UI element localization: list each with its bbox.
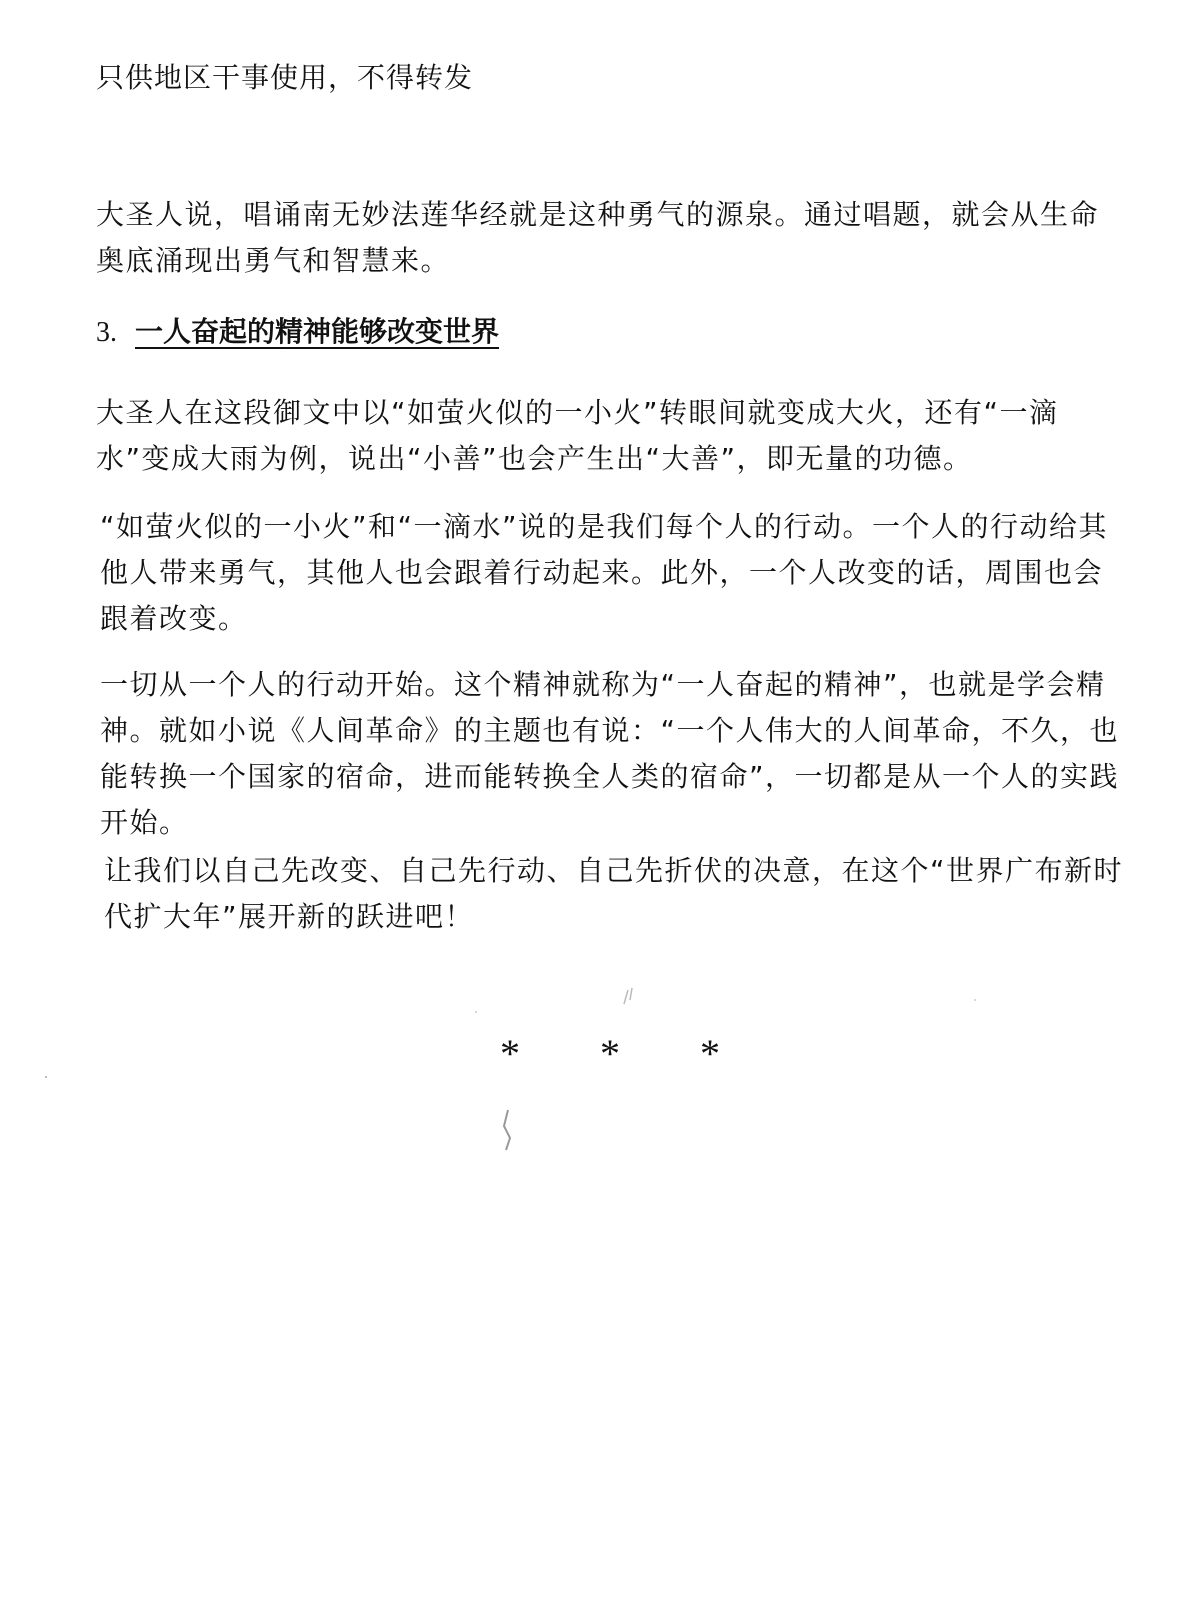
distribution-notice: 只供地区干事使用，不得转发 [96,61,474,94]
paragraph-small-fire: 大圣人在这段御文中以“如萤火似的一小火”转眼间就变成大火，还有“一滴水”变成大雨为例，说出“小善”也会产生出“大善”，即无量的功德。 [96,396,1059,475]
paragraph-individual-action: “如萤火似的一小火”和“一滴水”说的是我们每个人的行动。一个人的行动给其他人带来勇气，其他人也会跟着行动起来。此外，一个人改变的话，周围也会跟着改变。 [100,510,1109,635]
section-heading [96,312,499,353]
paragraph-resolution: 让我们以自己先改变、自己先行动、自己先折伏的决意，在这个“世界广布新时代扩大年”展开新的跃进吧！ [104,854,1124,933]
section-number: 3. [96,317,117,348]
paragraph-courage-source: 大圣人说，唱诵南无妙法莲华经就是这种勇气的源泉。通过唱题，就会从生命奥底涌现出勇气和智慧来。 [96,198,1100,277]
paragraph-one-person-spirit: 一切从一个人的行动开始。这个精神就称为“一人奋起的精神”，也就是学会精神。就如小说《人间革命》的主题也有说：“一个人伟大的人间革命，不久，也能转换一个国家的宿命，进而能转换全人类的宿命”，一切都是从一个人的实践开始。 [100,668,1120,839]
separator-star: * [600,1031,620,1076]
separator-star: * [700,1031,720,1076]
section-separator [500,1031,720,1076]
separator-star: * [500,1031,520,1076]
section-title: 一人奋起的精神能够改变世界 [135,315,500,348]
